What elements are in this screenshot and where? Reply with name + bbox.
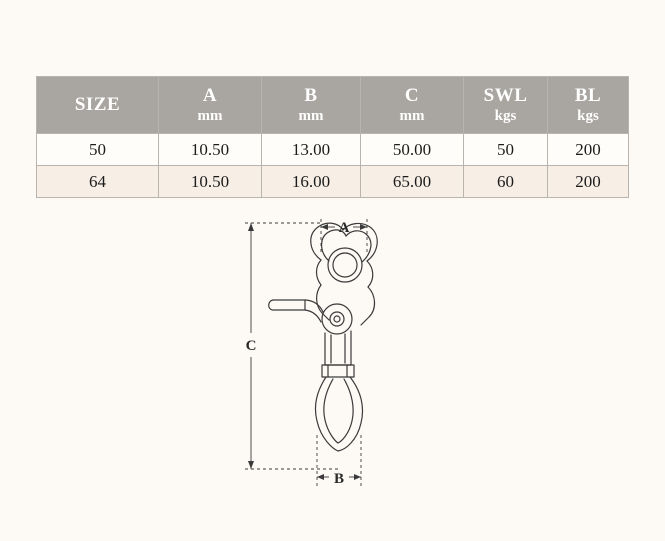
specification-table-wrapper bbox=[36, 76, 628, 198]
snap-shackle-technical-drawing bbox=[225, 205, 445, 505]
cell-a: 10.50 bbox=[159, 134, 262, 166]
cell-swl: 60 bbox=[464, 166, 548, 198]
column-header-swl-main: SWL bbox=[483, 84, 528, 106]
column-header-b bbox=[262, 77, 361, 134]
column-header-a-unit: mm bbox=[197, 107, 223, 124]
dimension-label-c: C bbox=[245, 338, 257, 354]
dimension-label-b: B bbox=[333, 471, 345, 487]
cell-swl: 50 bbox=[464, 134, 548, 166]
table-header bbox=[37, 77, 629, 134]
cell-c: 65.00 bbox=[361, 166, 464, 198]
column-header-a-main: A bbox=[202, 84, 218, 106]
column-header-bl bbox=[548, 77, 629, 134]
cell-b: 16.00 bbox=[262, 166, 361, 198]
column-header-b-main: B bbox=[304, 84, 318, 106]
cell-size: 64 bbox=[37, 166, 159, 198]
column-header-a bbox=[159, 77, 262, 134]
cell-c: 50.00 bbox=[361, 134, 464, 166]
cell-size: 50 bbox=[37, 134, 159, 166]
column-header-bl-main: BL bbox=[574, 84, 602, 106]
column-header-c-unit: mm bbox=[399, 107, 425, 124]
column-header-c-main: C bbox=[404, 84, 420, 106]
table-row bbox=[37, 166, 629, 198]
cell-a: 10.50 bbox=[159, 166, 262, 198]
column-header-swl-unit: kgs bbox=[494, 107, 517, 124]
column-header-bl-unit: kgs bbox=[577, 107, 599, 124]
table-row bbox=[37, 134, 629, 166]
dimension-label-a: A bbox=[338, 220, 350, 236]
cell-b: 13.00 bbox=[262, 134, 361, 166]
cell-bl: 200 bbox=[548, 134, 629, 166]
column-header-size-main: SIZE bbox=[74, 93, 121, 115]
cell-bl: 200 bbox=[548, 166, 629, 198]
table-body bbox=[37, 134, 629, 198]
column-header-b-unit: mm bbox=[298, 107, 324, 124]
column-header-c bbox=[361, 77, 464, 134]
specification-table bbox=[36, 76, 629, 198]
table-header-row bbox=[37, 77, 629, 134]
column-header-size bbox=[37, 77, 159, 134]
column-header-swl bbox=[464, 77, 548, 134]
